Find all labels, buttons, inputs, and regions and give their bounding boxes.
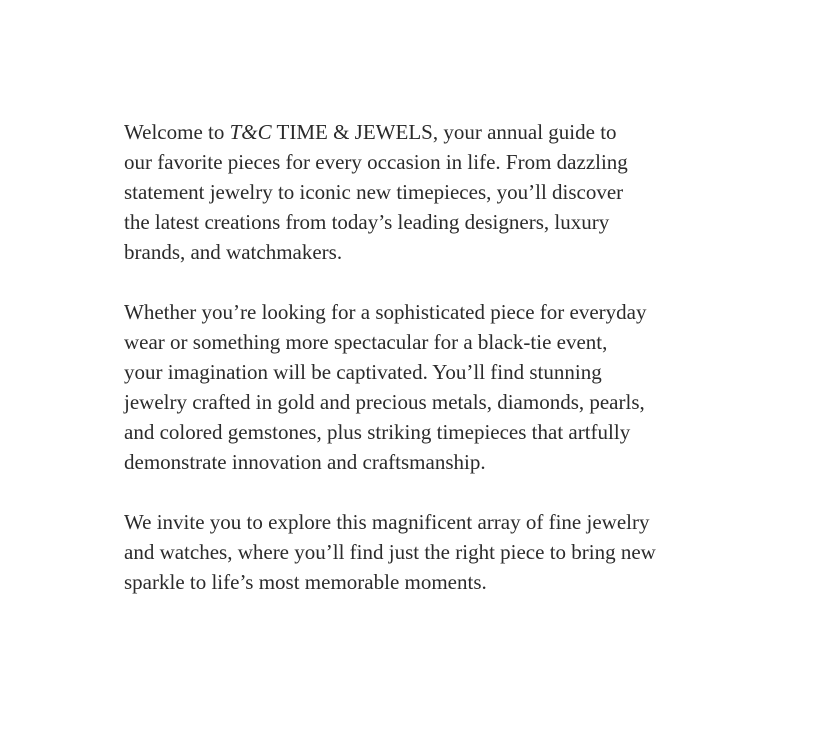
- text-line: [124, 117, 724, 147]
- text-line: demonstrate innovation and craftsmanship.: [124, 450, 486, 474]
- brand-name: T&C: [229, 120, 272, 144]
- line-segment: TIME & JEWELS, your annual guide to: [271, 120, 617, 144]
- text-line: statement jewelry to iconic new timepieces, you’ll discover: [124, 180, 624, 204]
- intro-text: [124, 117, 724, 627]
- text-line: and colored gemstones, plus striking timepieces that artfully: [124, 420, 631, 444]
- paragraph-whether: [124, 297, 724, 477]
- text-line: jewelry crafted in gold and precious metals, diamonds, pearls,: [124, 390, 645, 414]
- text-line: sparkle to life’s most memorable moments.: [124, 570, 487, 594]
- paragraph-welcome: [124, 117, 724, 267]
- text-line: Whether you’re looking for a sophisticated piece for everyday: [124, 300, 647, 324]
- text-line: brands, and watchmakers.: [124, 240, 343, 264]
- paragraph-invite: [124, 507, 724, 597]
- text-line: and watches, where you’ll find just the right piece to bring new: [124, 540, 656, 564]
- text-line: our favorite pieces for every occasion in life. From dazzling: [124, 150, 628, 174]
- text-line: your imagination will be captivated. You’ll find stunning: [124, 360, 602, 384]
- text-line: wear or something more spectacular for a black-tie event,: [124, 330, 608, 354]
- text-line: the latest creations from today’s leading designers, luxury: [124, 210, 610, 234]
- line-segment: Welcome to: [124, 120, 230, 144]
- text-line: We invite you to explore this magnificent array of fine jewelry: [124, 510, 650, 534]
